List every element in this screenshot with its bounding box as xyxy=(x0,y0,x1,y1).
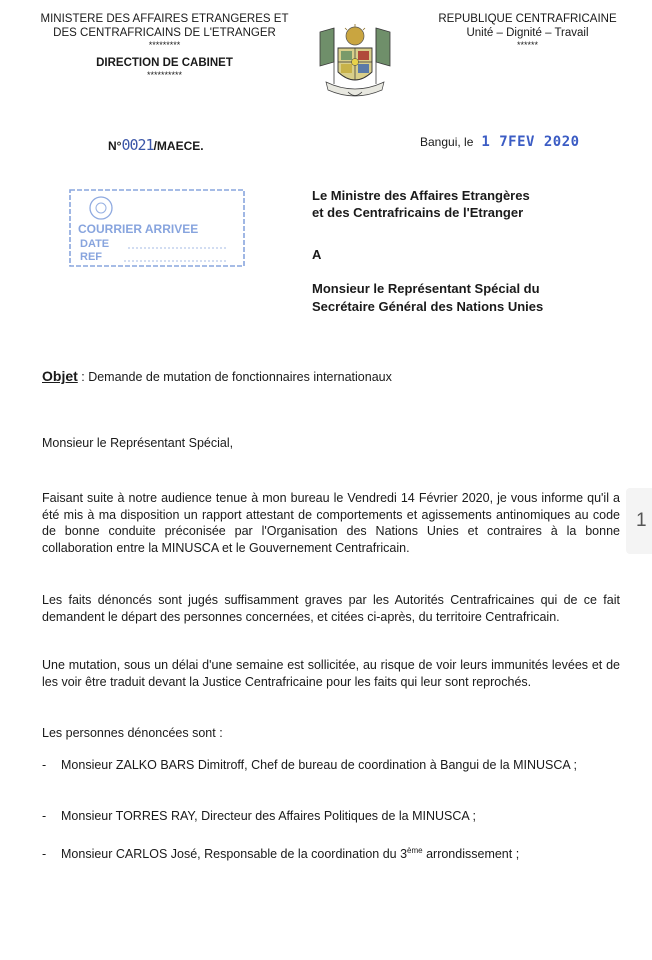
body-paragraph-3: Une mutation, sous un délai d'une semaine est sollicitée, au risque de voir leurs immunités levées et de les voir être traduit devant la Justice Centrafricaine pour les faits qui leur sont reprochés. xyxy=(42,658,620,689)
header-stars-2: ********** xyxy=(146,70,183,80)
subject-line xyxy=(42,368,392,384)
recipient-line2: Secrétaire Général des Nations Unies xyxy=(312,299,544,314)
page-number: 1 xyxy=(636,510,647,531)
country-name: REPUBLIQUE CENTRAFRICAINE xyxy=(438,13,617,25)
to-label: A xyxy=(312,247,322,262)
reference-number xyxy=(108,136,204,154)
sender-line1: Le Ministre des Affaires Etrangères xyxy=(312,188,530,203)
stamp-text-line3: REF xyxy=(80,251,102,263)
person-3-superscript: ème xyxy=(407,845,423,855)
stamp-emblem-icon xyxy=(90,197,112,219)
list-bullet: - xyxy=(42,847,47,861)
republic-header xyxy=(420,12,635,50)
subject-text: : Demande de mutation de fonctionnaires internationaux xyxy=(77,370,392,384)
direction-label: DIRECTION DE CABINET xyxy=(96,57,233,69)
recipient-line1: Monsieur le Représentant Spécial du xyxy=(312,281,540,296)
list-bullet: - xyxy=(42,758,47,772)
sender-line2: et des Centrafricains de l'Etranger xyxy=(312,205,524,220)
body-paragraph-1: Faisant suite à notre audience tenue à mon bureau le Vendredi 14 Février 2020, je vous informe qu'il a été mis à ma disposition un rapport attestant de comportements et agissements antinomiques au code de bonne conduite préconisée par l'Organisation des Nations Unies et contraires à la bonne collaboration entre la MINUSCA et le Gouvernement Centrafricain. xyxy=(42,491,620,555)
reference-suffix: /MAECE. xyxy=(153,139,204,153)
coat-of-arms-icon xyxy=(312,22,398,106)
person-3 xyxy=(61,846,620,863)
ministry-name-line1: MINISTERE DES AFFAIRES ETRANGERES ET xyxy=(40,13,289,25)
subject-label: Objet xyxy=(42,368,78,384)
salutation: Monsieur le Représentant Spécial, xyxy=(42,436,234,450)
body-paragraph-2: Les faits dénoncés sont jugés suffisamment graves par les Autorités Centrafricaines qui de ce fait demandent le départ des personnes concernées, et citées ci-après, du territoire Centrafricain. xyxy=(42,593,620,624)
ministry-header xyxy=(22,12,307,80)
recipient-block xyxy=(312,280,543,316)
person-2: Monsieur TORRES RAY, Directeur des Affaires Politiques de la MINUSCA ; xyxy=(61,809,476,823)
list-bullet: - xyxy=(42,809,47,823)
place-label: Bangui, le xyxy=(420,135,474,149)
header-stars-1: ********* xyxy=(148,40,181,50)
reference-prefix: N° xyxy=(108,139,122,153)
courrier-arrivee-stamp xyxy=(68,188,246,268)
national-motto: Unité – Dignité – Travail xyxy=(466,27,589,39)
person-1: Monsieur ZALKO BARS Dimitroff, Chef de bureau de coordination à Bangui de la MINUSCA ; xyxy=(61,758,577,772)
place-date xyxy=(420,134,580,150)
republic-stars: ****** xyxy=(516,40,538,50)
list-intro: Les personnes dénoncées sont : xyxy=(42,726,223,740)
ministry-name-line2: DES CENTRAFRICAINS DE L'ETRANGER xyxy=(53,27,276,39)
reference-handwritten-number: 0021 xyxy=(121,136,154,154)
stamp-text-line1: COURRIER ARRIVEE xyxy=(78,222,199,236)
stamp-text-line2: DATE xyxy=(80,238,110,250)
sender-block xyxy=(312,187,530,221)
person-3-before: Monsieur CARLOS José, Responsable de la coordination du 3 xyxy=(61,847,408,861)
date-stamp: 1 7FEV 2020 xyxy=(481,134,580,150)
person-3-after: arrondissement ; xyxy=(422,847,520,861)
